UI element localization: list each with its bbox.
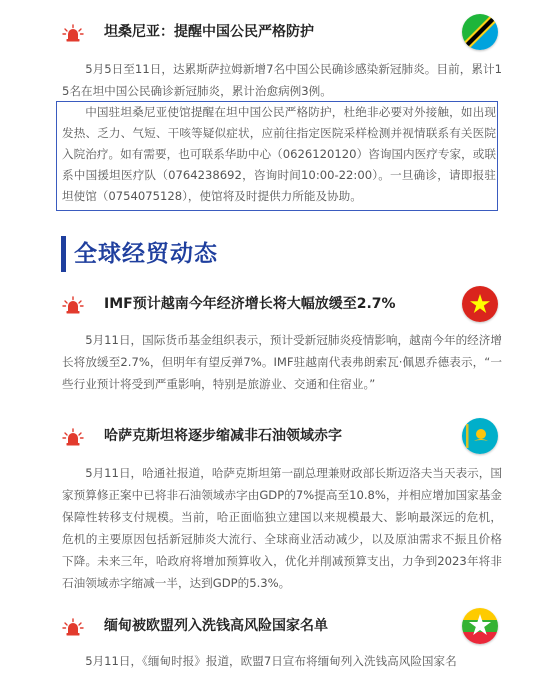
alarm-icon — [62, 296, 84, 316]
news-paragraph: 5月11日，国际货币基金组织表示，预计受新冠肺炎疫情影响，越南今年的经济增长将放缓至2.7%，但明年有望反弹7%。IMF驻越南代表弗朗索瓦·佩恩乔德表示，“一些行业预计将受到严重影响，特别是旅游业、交通和住宿业。” — [62, 333, 502, 391]
news-title: 缅甸被欧盟列入洗钱高风险国家名单 — [104, 618, 328, 634]
myanmar-flag-icon — [462, 608, 498, 644]
section-title: 全球经贸动态 — [74, 241, 218, 267]
news-title: IMF预计越南今年经济增长将大幅放缓至2.7% — [104, 296, 396, 312]
notice-text: 中国驻坦桑尼亚使馆提醒在坦中国公民严格防护，杜绝非必要对外接触，如出现发热、乏力、气短、干咳等疑似症状，应前往指定医院采样检测并视情联系有关医院入院治疗。如有需要，也可联系华助中心（0626120120）咨询国内医疗专家，或联系中国援坦医疗队（0764238692，咨询时间10:00-22:00）。一旦确诊，请即报驻坦使馆（0754075128），使馆将及时提供力所能及协助。 — [62, 105, 496, 203]
kazakhstan-flag-icon — [462, 418, 498, 454]
section-accent-bar — [61, 236, 66, 272]
alarm-icon — [62, 24, 84, 44]
alarm-icon — [62, 618, 84, 638]
vietnam-flag-icon — [462, 286, 498, 322]
news-title: 坦桑尼亚：提醒中国公民严格防护 — [104, 24, 314, 40]
tanzania-flag-icon — [462, 14, 498, 50]
news-paragraph: 5月11日，哈通社报道，哈萨克斯坦第一副总理兼财政部长斯迈洛夫当天表示，国家预算修正案中已将非石油领域赤字由GDP的7%提高至10.8%，并相应增加国家基金保障性转移支付规模。当前，哈正面临独立建国以来规模最大、影响最深远的危机，危机的主要原因包括新冠肺炎大流行、全球商业活动减少，以及原油需求不振且价格下降。未来三年，哈政府将增加预算收入，优化并削减预算支出，力争到2023年将非石油领域赤字缩减一半，达到GDP的5.3%。 — [62, 466, 502, 590]
news-paragraph: 5月11日，《缅甸时报》报道，欧盟7日宣布将缅甸列入洗钱高风险国家名 — [85, 654, 457, 668]
alarm-icon — [62, 428, 84, 448]
news-title: 哈萨克斯坦将逐步缩减非石油领域赤字 — [104, 428, 342, 444]
news-paragraph: 5月5日至11日，达累斯萨拉姆新增7名中国公民确诊感染新冠肺炎。目前，累计15名在坦中国公民确诊新冠肺炎，累计治愈病例3例。 — [62, 62, 502, 98]
